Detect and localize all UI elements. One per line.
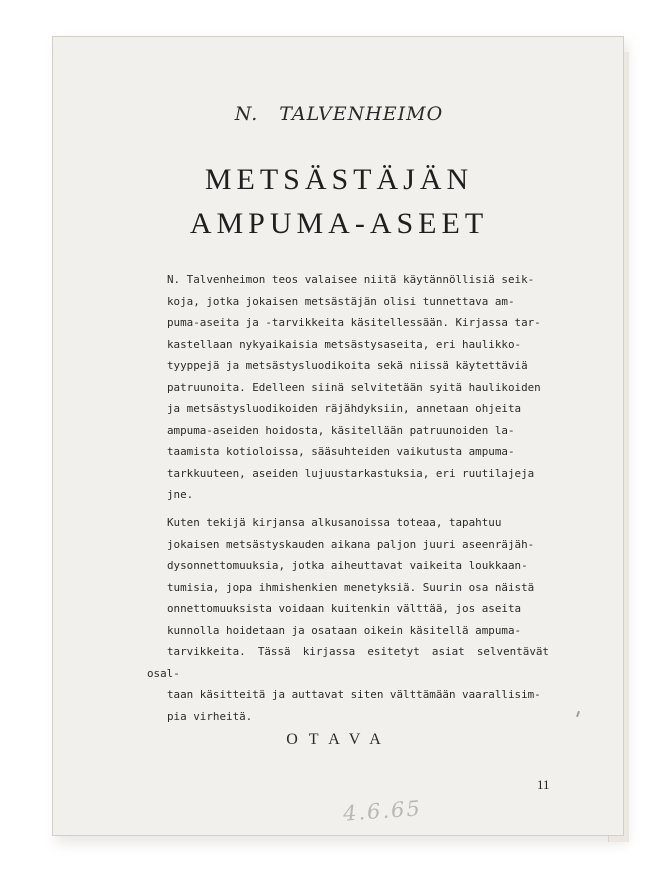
page-number: 11 [537,777,550,792]
text-line: patruunoita. Edelleen siinä selvitetään syitä haulikoiden [167,380,541,394]
text-line: tarvikkeita. Tässä kirjassa esitetyt asiat selventävät osal- [147,645,549,680]
text-line: ampuma-aseiden hoidosta, käsitellään patruunoiden la- [167,423,515,437]
text-line: ja metsästysluodikoiden räjähdyksiin, annetaan ohjeita [167,402,522,416]
title-line-2: AMPUMA-ASEET [189,207,489,240]
text-line: puma-aseita ja -tarvikkeita käsitellessään. Kirjassa tar- [167,316,541,330]
title-line-1: METSÄSTÄJÄN [204,163,474,196]
paragraph-1 [147,269,549,506]
author-name: N. TALVENHEIMO [234,103,444,125]
text-line: koja, jotka jokaisen metsästäjän olisi tunnettava am- [167,294,515,308]
text-line: taamista kotioloissa, sääsuhteiden vaikutusta ampuma- [167,445,515,459]
text-line: tarkkuuteen, aseiden lujuustarkastuksia, eri ruutilajeja [167,466,535,480]
text-line: N. Talvenheimon teos valaisee niitä käytännöllisiä seik- [167,273,535,286]
blurb-text [147,269,549,733]
text-line: dysonnettomuuksia, jotka aiheuttavat vaikeita loukkaan- [167,559,528,573]
paragraph-2 [147,512,549,727]
text-line: pia virheitä. [167,709,253,723]
ink-speck [576,711,580,717]
text-line: jne. [167,488,194,502]
text-line: kastellaan nykyaikaisia metsästysaseita, eri haulikko- [167,337,522,351]
text-line: taan käsitteitä ja auttavat siten välttämään vaarallisim- [167,688,541,702]
text-line: onnettomuuksista voidaan kuitenkin välttää, jos aseita [167,602,522,616]
text-line: kunnolla hoidetaan ja osataan oikein käsitellä ampuma- [167,623,522,637]
pencil-date-note: 4.6.65 [342,796,423,826]
text-line: tyyppejä ja metsästysluodikoita sekä niissä käytettäviä [167,359,528,373]
text-line: jokaisen metsästyskauden aikana paljon juuri aseenräjäh- [167,537,535,551]
publisher-name: OTAVA [286,731,392,748]
text-line: tumisia, jopa ihmishenkien menetyksiä. Suurin osa näistä [167,580,535,594]
book-back-cover [52,36,624,836]
text-line: Kuten tekijä kirjansa alkusanoissa toteaa, tapahtuu [167,516,502,530]
